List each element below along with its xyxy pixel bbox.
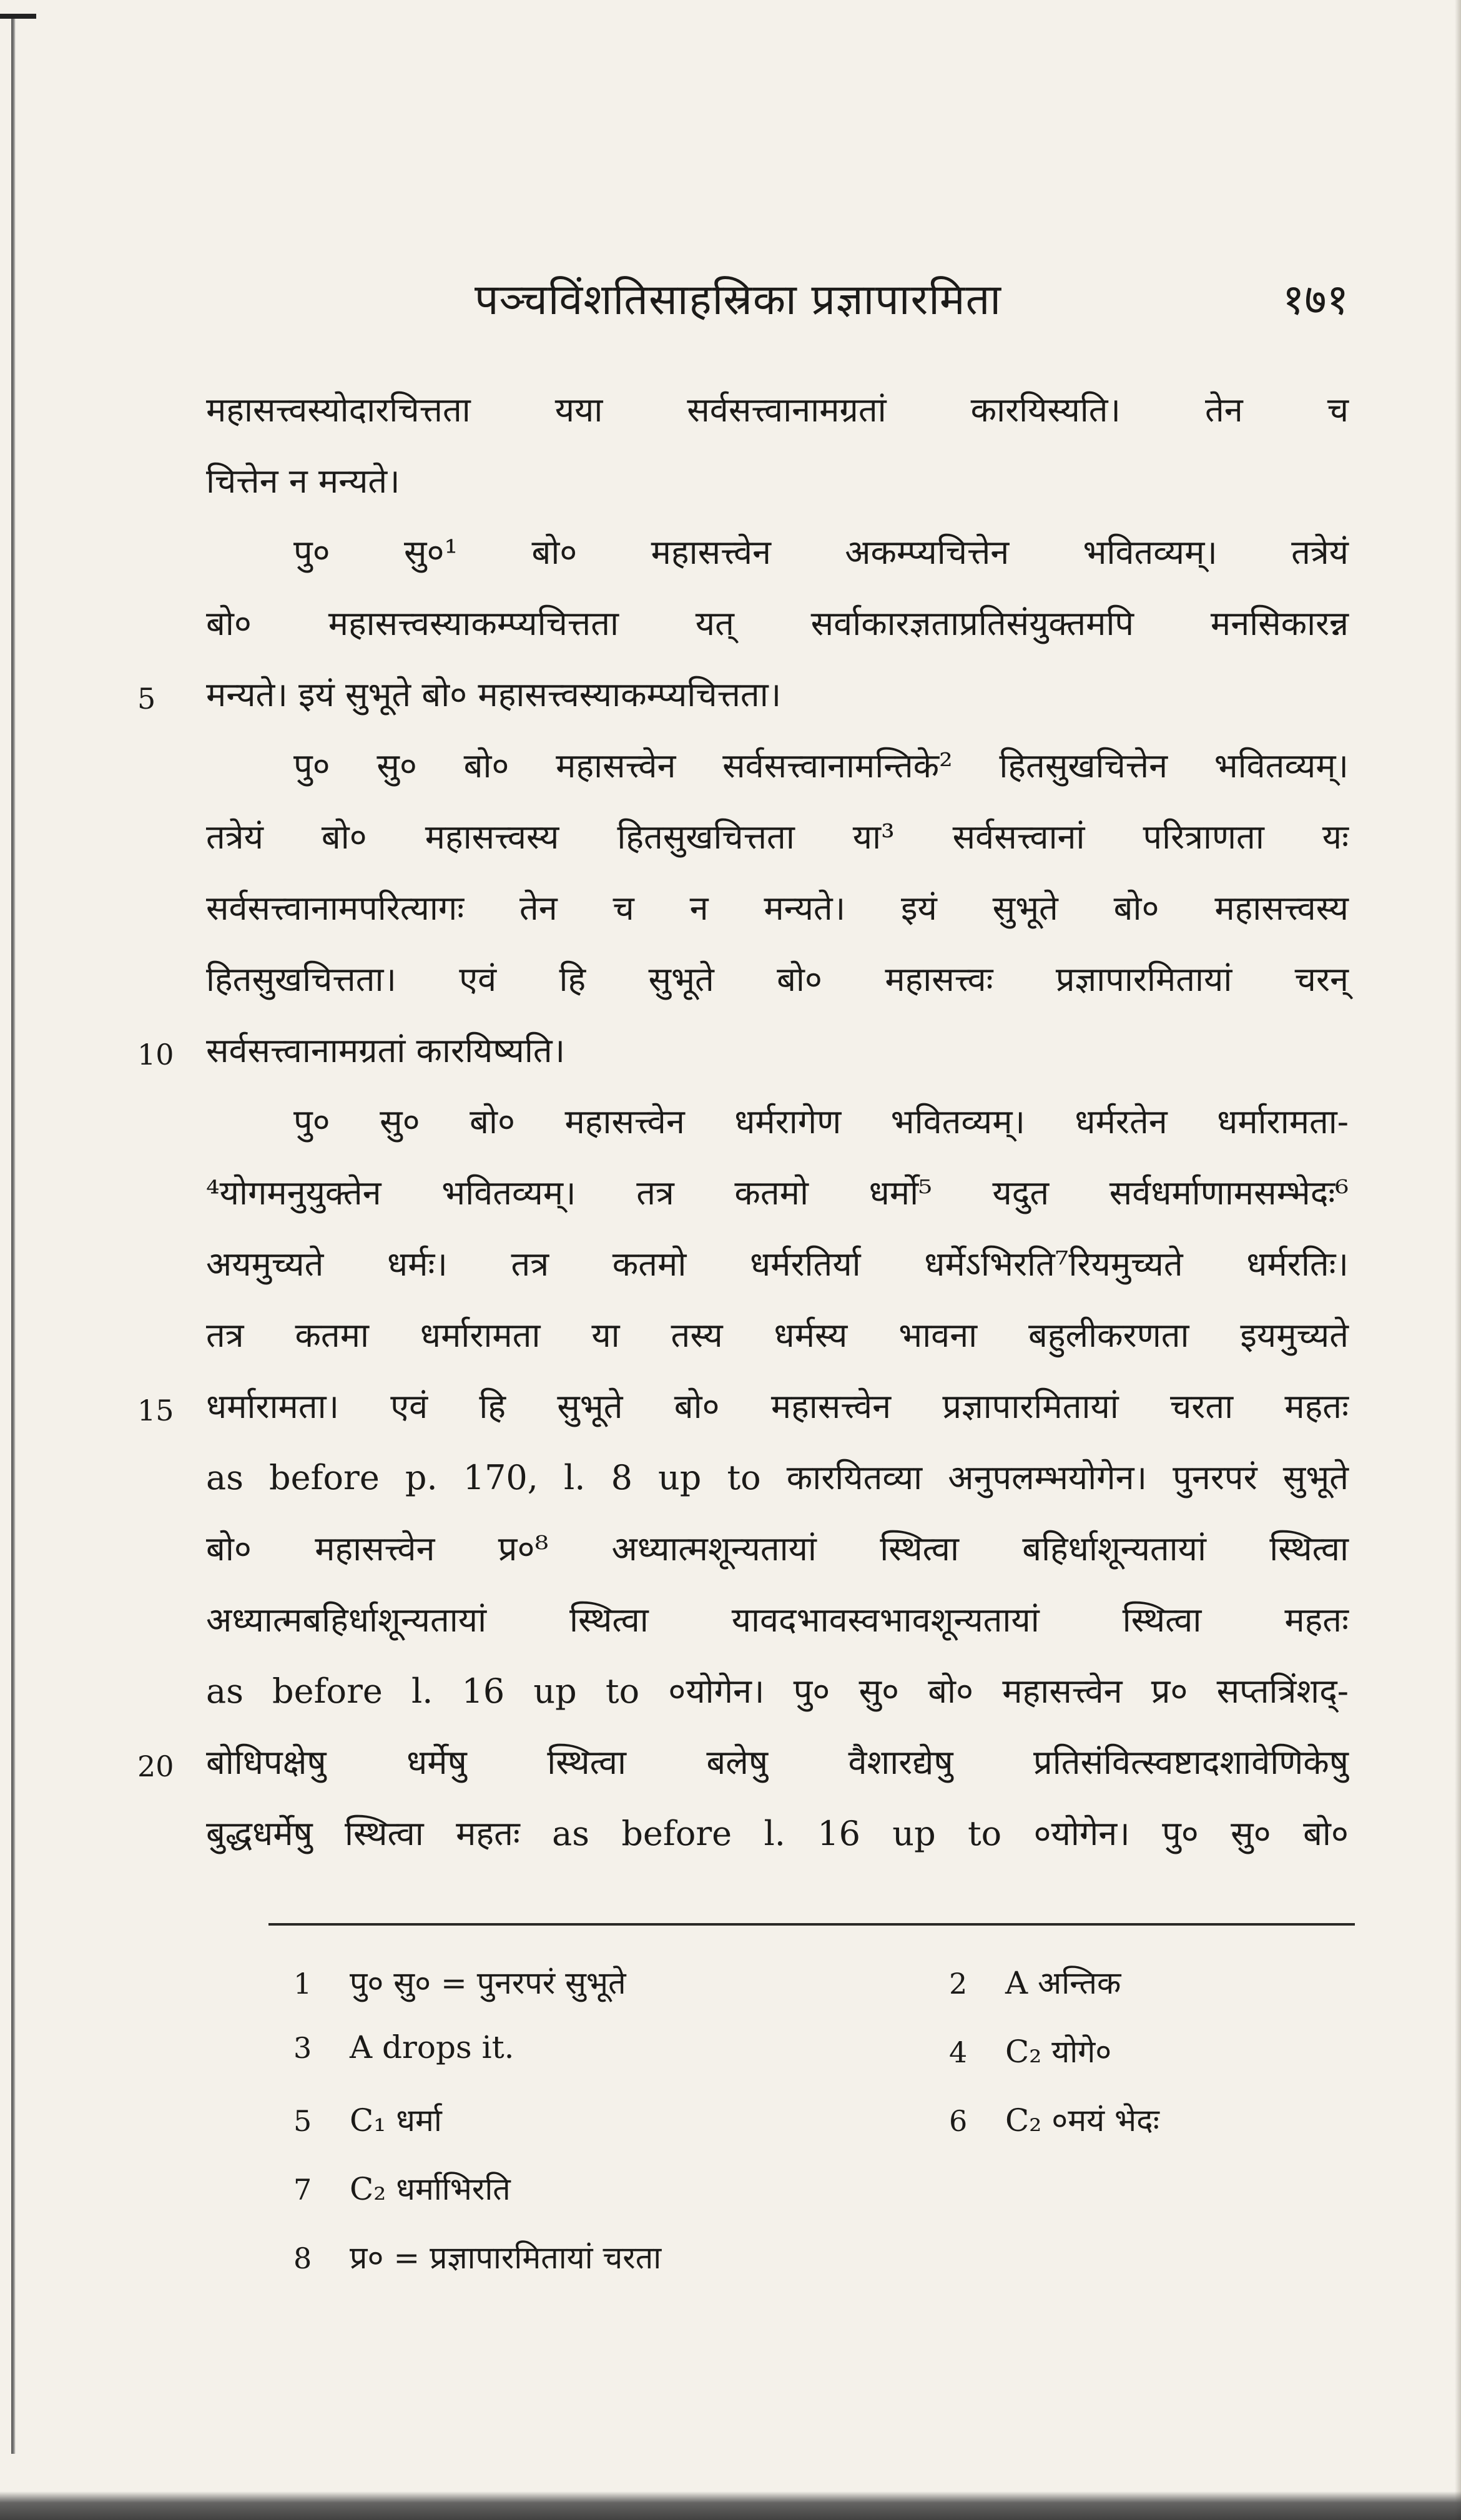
text-line bbox=[206, 1656, 1349, 1727]
line-text: पु० सु० बो० महासत्त्वेन धर्मरागेण भवितव्यम्। धर्मरतेन धर्मारामता- bbox=[293, 1102, 1349, 1141]
text-line bbox=[206, 1086, 1349, 1158]
line-text: हितसुखचित्तता। एवं हि सुभूते बो० महासत्त्वः प्रज्ञापारमितायां चरन् bbox=[206, 960, 1349, 999]
text-line bbox=[206, 944, 1349, 1015]
line-text: सर्वसत्त्वानामपरित्यागः तेन च न मन्यते। इयं सुभूते बो० महासत्त्वस्य bbox=[206, 888, 1349, 928]
line-text: महासत्त्वस्योदारचित्तता यया सर्वसत्त्वानामग्रतां कारयिस्यति। तेन च bbox=[206, 390, 1349, 430]
footnote-number: 3 bbox=[293, 2031, 312, 2065]
footnote-text: C₂ धर्माभिरति bbox=[350, 2171, 511, 2207]
footnote-text: पु० सु० = पुनरपरं सुभूते bbox=[350, 1965, 626, 2001]
text-line bbox=[206, 446, 1349, 517]
body-text bbox=[137, 375, 1349, 1869]
footnote-item bbox=[949, 1961, 1121, 2003]
footnote-number: 4 bbox=[949, 2035, 968, 2069]
line-text: as before l. 16 up to ०योगेन। पु० सु० बो० महासत्त्वेन प्र० सप्तत्रिंशद्- bbox=[206, 1671, 1349, 1711]
footnote-item bbox=[949, 2098, 1159, 2140]
line-text: चित्तेन न मन्यते। bbox=[206, 461, 400, 501]
text-line bbox=[206, 1798, 1349, 1869]
line-text: बुद्धधर्मेषु स्थित्वा महतः as before l. 16 up to ०योगेन। पु० सु० बो० bbox=[206, 1814, 1349, 1853]
footnote-number: 6 bbox=[949, 2104, 968, 2138]
footnote-item bbox=[293, 2235, 661, 2278]
line-text: मन्यते। इयं सुभूते बो० महासत्त्वस्याकम्प्यचित्तता। bbox=[206, 675, 782, 714]
text-line bbox=[137, 1727, 1349, 1798]
line-text: बो० महासत्त्वेन प्र०⁸ अध्यात्मशून्यतायां स्थित्वा बहिर्धाशून्यतायां स्थित्वा bbox=[206, 1529, 1349, 1568]
footnote-text: प्र० = प्रज्ञापारमितायां चरता bbox=[350, 2240, 662, 2276]
text-line bbox=[206, 1513, 1349, 1585]
text-line bbox=[206, 1300, 1349, 1371]
text-line bbox=[206, 1229, 1349, 1300]
text-line bbox=[206, 1442, 1349, 1513]
running-title: पञ्चविंशतिसाहस्रिका प्रज्ञापारमिता bbox=[475, 275, 1001, 325]
line-text: अध्यात्मबहिर्धाशून्यतायां स्थित्वा यावदभावस्वभावशून्यतायां स्थित्वा महतः bbox=[206, 1600, 1349, 1640]
footnote-item bbox=[293, 2029, 514, 2065]
footnote-number: 2 bbox=[949, 1967, 968, 2001]
scan-right-edge bbox=[1455, 0, 1461, 2520]
footnote-text: A अन्तिक bbox=[1005, 1965, 1121, 2001]
line-text: तत्रेयं बो० महासत्त्वस्य हितसुखचित्तता या³ सर्वसत्त्वानां परित्राणता यः bbox=[206, 817, 1349, 857]
line-text: पु० सु० बो० महासत्त्वेन सर्वसत्त्वानामन्तिके² हितसुखचित्तेन भवितव्यम्। bbox=[293, 746, 1349, 785]
page-number: १७१ bbox=[1282, 275, 1349, 325]
line-text: पु० सु०¹ बो० महासत्त्वेन अकम्प्यचित्तेन भवितव्यम्। तत्रेयं bbox=[293, 533, 1349, 572]
text-line bbox=[206, 1158, 1349, 1229]
footnote-number: 8 bbox=[293, 2242, 312, 2275]
text-line bbox=[206, 873, 1349, 944]
line-text: बो० महासत्त्वस्याकम्प्यचित्तता यत् सर्वाकारज्ञताप्रतिसंयुक्तमपि मनसिकारन्न bbox=[206, 604, 1349, 643]
line-number: 20 bbox=[137, 1750, 174, 1783]
line-text: ⁴योगमनुयुक्तेन भवितव्यम्। तत्र कतमो धर्मो⁵ यदुत सर्वधर्माणामसम्भेदः⁶ bbox=[206, 1173, 1349, 1213]
text-line bbox=[206, 802, 1349, 873]
footnote-divider bbox=[268, 1923, 1355, 1926]
footnote-item bbox=[293, 1961, 626, 2003]
line-text: तत्र कतमा धर्मारामता या तस्य धर्मस्य भावना बहुलीकरणता इयमुच्यते bbox=[206, 1316, 1349, 1355]
line-number: 15 bbox=[137, 1394, 174, 1427]
line-text: धर्मारामता। एवं हि सुभूते बो० महासत्त्वेन प्रज्ञापारमितायां चरता महतः bbox=[206, 1387, 1349, 1426]
line-text: अयमुच्यते धर्मः। तत्र कतमो धर्मरतिर्या धर्मेऽभिरति⁷रियमुच्यते धर्मरतिः। bbox=[206, 1244, 1349, 1284]
footnote-text: C₂ योगे० bbox=[1005, 2034, 1112, 2070]
footnote-text: A drops it. bbox=[350, 2029, 514, 2065]
footnote-text: C₁ धर्मा bbox=[350, 2102, 442, 2139]
line-number: 5 bbox=[137, 682, 156, 716]
text-line bbox=[206, 1585, 1349, 1656]
line-text: सर्वसत्त्वानामग्रतां कारयिष्यति। bbox=[206, 1031, 566, 1070]
footnote-item bbox=[293, 2098, 442, 2140]
footnote-number: 7 bbox=[293, 2173, 312, 2207]
footnote-number: 1 bbox=[293, 1967, 312, 2001]
text-line bbox=[206, 375, 1349, 446]
footnote-text: C₂ ०मयं भेदः bbox=[1005, 2102, 1159, 2139]
footnote-item bbox=[949, 2029, 1111, 2072]
line-text: as before p. 170, l. 8 up to कारयितव्या अनुपलम्भयोगेन। पुनरपरं सुभूते bbox=[206, 1458, 1349, 1497]
text-line bbox=[137, 1015, 1349, 1086]
line-text: बोधिपक्षेषु धर्मेषु स्थित्वा बलेषु वैशारद्येषु प्रतिसंवित्स्वष्टादशावेणिकेषु bbox=[206, 1743, 1349, 1782]
text-line bbox=[206, 517, 1349, 588]
scan-left-edge bbox=[11, 19, 16, 2454]
line-number: 10 bbox=[137, 1038, 174, 1071]
text-line bbox=[206, 731, 1349, 802]
text-line bbox=[137, 659, 1349, 731]
text-line bbox=[137, 1371, 1349, 1442]
scan-bottom-edge bbox=[0, 2491, 1461, 2520]
running-header bbox=[206, 268, 1349, 343]
scan-edge-mark bbox=[0, 14, 36, 19]
footnote-item bbox=[293, 2167, 511, 2209]
footnote-number: 5 bbox=[293, 2104, 312, 2138]
text-line bbox=[206, 588, 1349, 659]
